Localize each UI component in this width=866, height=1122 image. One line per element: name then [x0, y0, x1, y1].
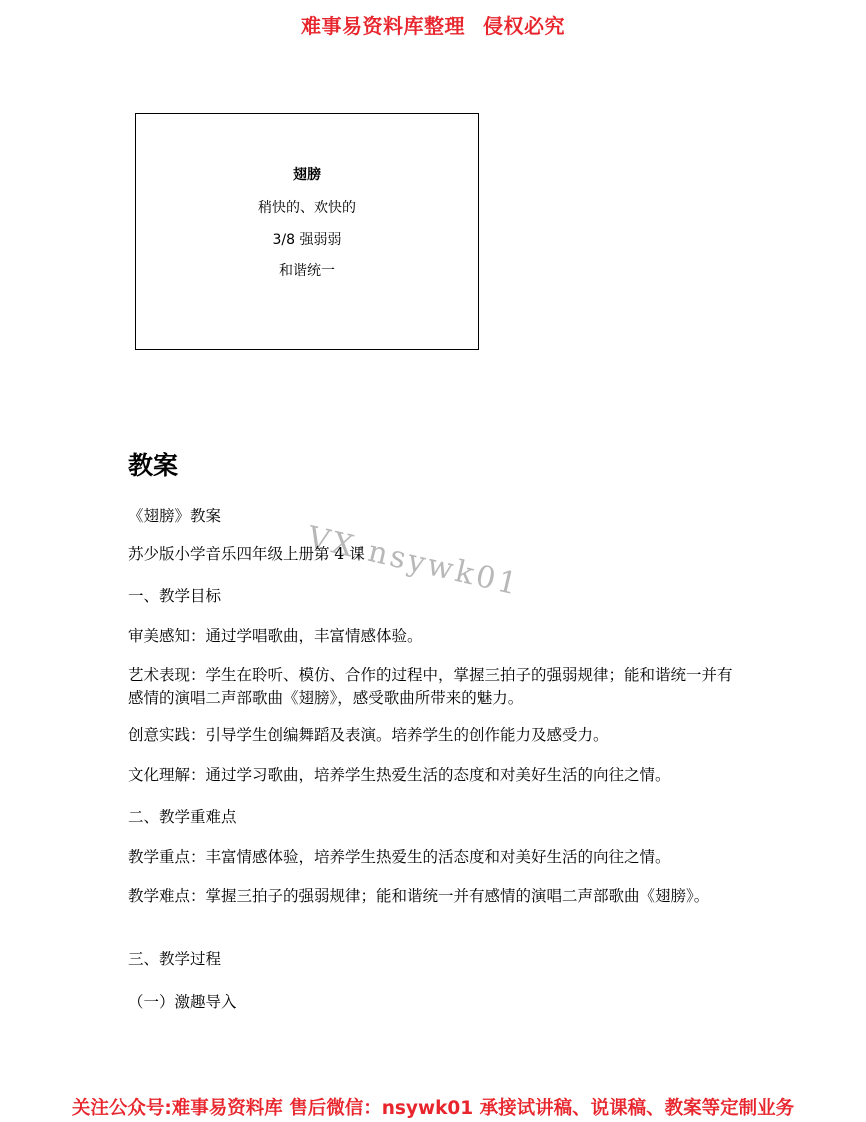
- goal-artistic: 艺术表现：学生在聆听、模仿、合作的过程中，掌握三拍子的强弱规律；能和谐统一并有感情的演唱二声部歌曲《翅膀》，感受歌曲所带来的魅力。: [128, 666, 733, 707]
- goal-creative: 创意实践：引导学生创编舞蹈及表演。培养学生的创作能力及感受力。: [128, 726, 609, 744]
- section-heading-keypoints: 二、教学重难点: [128, 808, 237, 826]
- difficult-point: 教学难点：掌握三拍子的强弱规律；能和谐统一并有感情的演唱二声部歌曲《翅膀》。: [128, 887, 710, 905]
- goal-aesthetic: 审美感知：通过学唱歌曲，丰富情感体验。: [128, 627, 423, 645]
- key-point: 教学重点：丰富情感体验，培养学生热爱生的活态度和对美好生活的向往之情。: [128, 848, 671, 866]
- page-header: [0, 10, 866, 39]
- goal-cultural: 文化理解：通过学习歌曲，培养学生热爱生活的态度和对美好生活的向往之情。: [128, 766, 671, 784]
- doc-title-line: 《翅膀》教案: [128, 507, 222, 525]
- page-footer: 关注公众号:难事易资料库 售后微信：nsywk01 承接试讲稿、说课稿、教案等定制业务: [71, 1098, 795, 1119]
- header-source-text: 难事易资料库整理: [301, 14, 465, 38]
- watermark: VX:nsywk01: [304, 520, 524, 603]
- doc-course-line: 苏少版小学音乐四年级上册第 4 课: [128, 545, 365, 563]
- slide-line-meter: 3/8 强弱弱: [272, 232, 342, 248]
- header-copyright-text: 侵权必究: [483, 14, 565, 38]
- slide-line-tempo: 稍快的、欢快的: [258, 200, 356, 216]
- slide-line-harmony: 和谐统一: [279, 263, 335, 279]
- doc-heading: 教案: [128, 451, 179, 480]
- section-heading-goals: 一、教学目标: [128, 587, 222, 605]
- slide-title: 翅膀: [293, 167, 321, 183]
- slide-thumbnail: [135, 113, 479, 350]
- section-heading-process: 三、教学过程: [128, 950, 222, 968]
- subsection-intro: （一）激趣导入: [128, 993, 237, 1011]
